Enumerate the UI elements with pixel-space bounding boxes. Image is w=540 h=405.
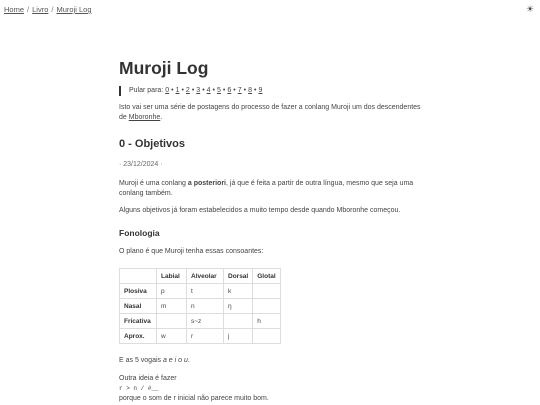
paragraph-vowels <box>119 356 424 366</box>
breadcrumb-livro-link[interactable]: Livro <box>32 5 49 14</box>
table-cell <box>253 299 280 314</box>
jump-separator: • <box>253 87 257 94</box>
table-cell <box>253 329 280 344</box>
consonant-table <box>119 268 281 344</box>
jump-separator: • <box>191 87 195 94</box>
paragraph-plan: O plano é que Muroji tenha essas consoantes: <box>119 248 264 255</box>
paragraph-idea: Outra ideia é fazer <box>119 375 177 382</box>
table-cell: s~z <box>187 314 224 329</box>
jump-link-6[interactable]: 6 <box>227 87 232 94</box>
sound-rule-code: r > n / #__ <box>119 385 159 392</box>
table-cell: p <box>157 284 187 299</box>
table-row <box>120 299 281 314</box>
table-row-header: Aprox. <box>120 329 157 344</box>
intro-paragraph <box>119 103 424 123</box>
table-row <box>120 284 281 299</box>
jump-to-nav <box>119 86 424 96</box>
article <box>119 58 424 404</box>
jump-separator: • <box>171 87 174 94</box>
table-cell: r <box>187 329 224 344</box>
breadcrumb-separator: / <box>51 5 54 14</box>
jump-separator: • <box>202 87 205 94</box>
top-bar <box>0 0 540 22</box>
vowels-text: E as 5 vogais <box>119 357 163 364</box>
post-date: · 23/12/2024 · <box>119 161 163 168</box>
vowels-end: . <box>187 357 190 364</box>
vowels-list: a e i o u <box>162 357 188 364</box>
table-row-header: Fricativa <box>120 314 157 329</box>
jump-separator: • <box>243 87 247 94</box>
table-cell: t <box>187 284 224 299</box>
table-header-cell: Glotal <box>253 269 280 284</box>
theme-toggle-button[interactable] <box>525 4 535 14</box>
table-cell <box>253 284 280 299</box>
table-cell <box>224 314 253 329</box>
table-cell: ŋ <box>224 299 253 314</box>
jump-link-1[interactable]: 1 <box>175 87 180 94</box>
jump-label: Pular para: <box>129 87 164 94</box>
breadcrumb-separator: / <box>27 5 30 14</box>
breadcrumb-current-link[interactable]: Muroji Log <box>56 5 92 14</box>
intro-end: . <box>160 114 163 121</box>
section-heading-objetivos: 0 - Objetivos <box>119 138 186 150</box>
jump-separator: • <box>222 87 226 94</box>
table-row-header: Plosiva <box>120 284 157 299</box>
sound-rule-line <box>119 384 424 394</box>
table-cell: j <box>224 329 253 344</box>
subheading-fonologia: Fonologia <box>119 228 160 238</box>
jump-link-2[interactable]: 2 <box>185 87 190 94</box>
page-title: Muroji Log <box>119 58 209 78</box>
table-cell: k <box>224 284 253 299</box>
table-row-header: Nasal <box>120 299 157 314</box>
mboronhe-link[interactable]: Mboronhe <box>128 114 161 121</box>
jump-separator: • <box>212 87 215 94</box>
breadcrumb-home-link[interactable]: Home <box>4 5 25 14</box>
table-cell: n <box>187 299 224 314</box>
table-row <box>120 329 281 344</box>
jump-link-7[interactable]: 7 <box>237 87 242 94</box>
jump-separator: • <box>233 87 236 94</box>
jump-link-9[interactable]: 9 <box>258 87 263 94</box>
p1-text-end: , já que é feita a partir de outra língua, mesmo que seja uma conlang também. <box>119 180 414 197</box>
table-cell: h <box>253 314 280 329</box>
table-cell <box>157 314 187 329</box>
jump-separator: • <box>181 87 184 94</box>
jump-link-8[interactable]: 8 <box>248 87 252 94</box>
p1-text: Muroji é uma conlang <box>119 180 188 187</box>
table-header-cell: Dorsal <box>224 269 253 284</box>
table-cell: w <box>157 329 187 344</box>
intro-text: Isto vai ser uma série de postagens do processo de fazer a conlang Muroji um dos descendentes de <box>119 104 421 121</box>
paragraph-because: porque o som de r inicial não parece muito bom. <box>119 395 269 402</box>
table-cell: m <box>157 299 187 314</box>
table-header-cell: Labial <box>157 269 187 284</box>
table-header-cell: Alveolar <box>187 269 224 284</box>
table-header-row <box>120 269 281 284</box>
jump-link-3[interactable]: 3 <box>196 87 201 94</box>
breadcrumb <box>4 5 92 14</box>
paragraph-objetivos: Alguns objetivos já foram estabelecidos a muito tempo desde quando Mboronhe começou. <box>119 207 401 214</box>
jump-links <box>165 87 262 94</box>
paragraph-posteriori <box>119 179 424 199</box>
jump-link-0[interactable]: 0 <box>165 87 170 94</box>
p1-bold: a posteriori <box>187 180 226 187</box>
table-header-cell <box>120 269 157 284</box>
jump-link-4[interactable]: 4 <box>206 87 211 94</box>
table-row <box>120 314 281 329</box>
jump-link-5[interactable]: 5 <box>217 87 221 94</box>
sun-icon: ☀ <box>525 3 535 14</box>
